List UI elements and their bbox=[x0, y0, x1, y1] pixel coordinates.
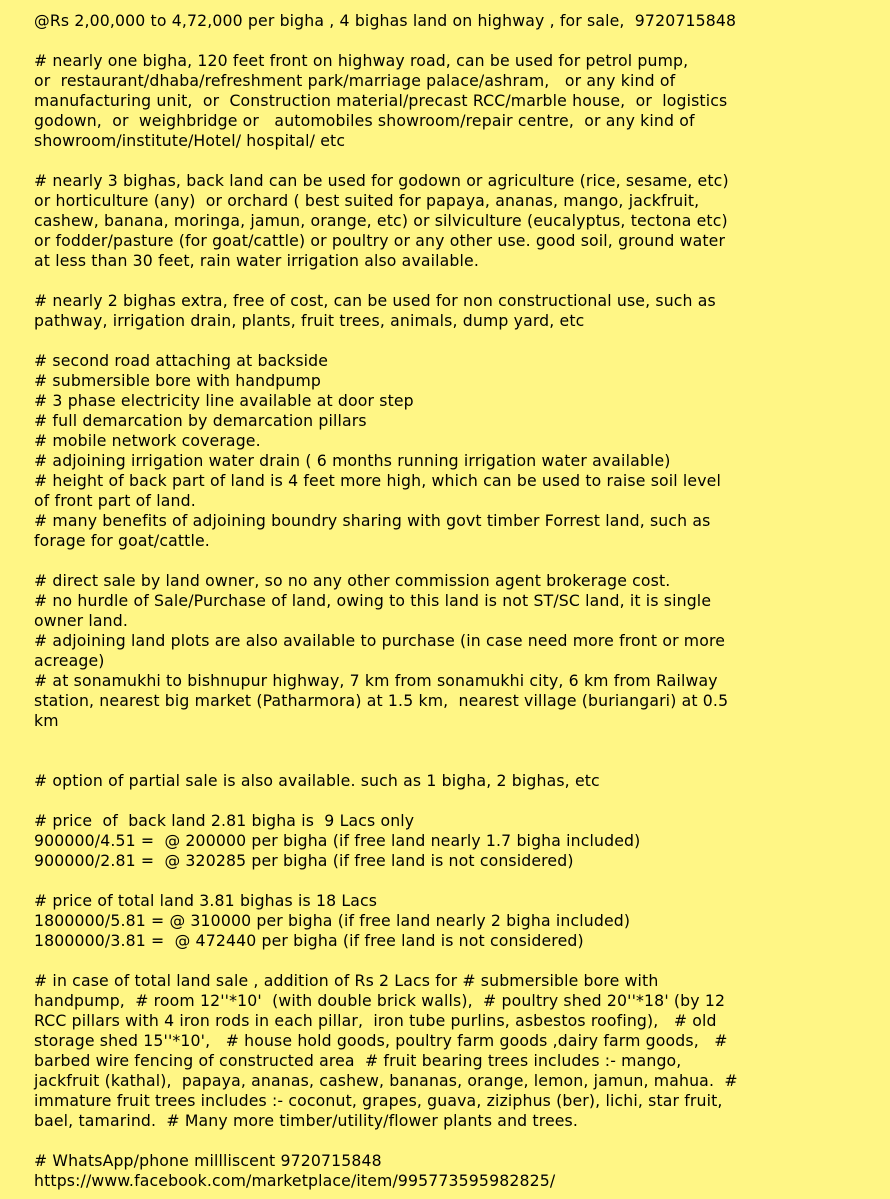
text-line: km bbox=[34, 711, 59, 730]
blank-line bbox=[34, 331, 870, 351]
text-line: # price of total land 3.81 bighas is 18 Lacs bbox=[34, 891, 378, 910]
text-line: or fodder/pasture (for goat/cattle) or poultry or any other use. good soil, ground water bbox=[34, 231, 726, 250]
text-line: manufacturing unit, or Construction material/precast RCC/marble house, or logistics bbox=[34, 91, 728, 110]
text-line: or restaurant/dhaba/refreshment park/marriage palace/ashram, or any kind of bbox=[34, 71, 676, 90]
text-line: acreage) bbox=[34, 651, 105, 670]
blank-line bbox=[34, 751, 870, 771]
text-line: RCC pillars with 4 iron rods in each pillar, iron tube purlins, asbestos roofing), # old bbox=[34, 1011, 717, 1030]
text-line: https://www.facebook.com/marketplace/item/995773595982825/ bbox=[34, 1171, 556, 1190]
text-line: # direct sale by land owner, so no any other commission agent brokerage cost. bbox=[34, 571, 671, 590]
blank-line bbox=[34, 551, 870, 571]
text-line: station, nearest big market (Patharmora) at 1.5 km, nearest village (buriangari) at 0.5 bbox=[34, 691, 729, 710]
text-line: 900000/4.51 = @ 200000 per bigha (if free land nearly 1.7 bigha included) bbox=[34, 831, 641, 850]
text-line: @Rs 2,00,000 to 4,72,000 per bigha , 4 bighas land on highway , for sale, 9720715848 bbox=[34, 11, 737, 30]
text-line: # adjoining irrigation water drain ( 6 months running irrigation water available) bbox=[34, 451, 671, 470]
text-line: bael, tamarind. # Many more timber/utility/flower plants and trees. bbox=[34, 1111, 579, 1130]
blank-line bbox=[34, 1131, 870, 1151]
text-line: # mobile network coverage. bbox=[34, 431, 261, 450]
blank-line bbox=[34, 951, 870, 971]
text-line: # nearly one bigha, 120 feet front on highway road, can be used for petrol pump, bbox=[34, 51, 689, 70]
text-line: # second road attaching at backside bbox=[34, 351, 329, 370]
text-line: godown, or weighbridge or automobiles showroom/repair centre, or any kind of bbox=[34, 111, 695, 130]
text-line: # nearly 3 bighas, back land can be used for godown or agriculture (rice, sesame, etc) bbox=[34, 171, 729, 190]
text-line: # nearly 2 bighas extra, free of cost, can be used for non constructional use, such as bbox=[34, 291, 716, 310]
text-line: # option of partial sale is also available. such as 1 bigha, 2 bighas, etc bbox=[34, 771, 600, 790]
text-line: showroom/institute/Hotel/ hospital/ etc bbox=[34, 131, 346, 150]
text-line: # adjoining land plots are also available to purchase (in case need more front or more bbox=[34, 631, 726, 650]
text-line: owner land. bbox=[34, 611, 128, 630]
text-line: # in case of total land sale , addition of Rs 2 Lacs for # submersible bore with bbox=[34, 971, 659, 990]
text-line: jackfruit (kathal), papaya, ananas, cashew, bananas, orange, lemon, jamun, mahua. # bbox=[34, 1071, 738, 1090]
text-line: # WhatsApp/phone millliscent 9720715848 bbox=[34, 1151, 382, 1170]
blank-line bbox=[34, 731, 870, 751]
text-line: immature fruit trees includes :- coconut, grapes, guava, ziziphus (ber), lichi, star fruit, bbox=[34, 1091, 723, 1110]
text-line: 1800000/5.81 = @ 310000 per bigha (if free land nearly 2 bigha included) bbox=[34, 911, 631, 930]
text-line: or horticulture (any) or orchard ( best suited for papaya, ananas, mango, jackfruit, bbox=[34, 191, 700, 210]
text-line: # submersible bore with handpump bbox=[34, 371, 322, 390]
text-line: # at sonamukhi to bishnupur highway, 7 km from sonamukhi city, 6 km from Railway bbox=[34, 671, 718, 690]
text-line: of front part of land. bbox=[34, 491, 196, 510]
text-line: # price of back land 2.81 bigha is 9 Lacs only bbox=[34, 811, 415, 830]
blank-line bbox=[34, 271, 870, 291]
text-line: 1800000/3.81 = @ 472440 per bigha (if free land is not considered) bbox=[34, 931, 584, 950]
text-line: barbed wire fencing of constructed area # fruit bearing trees includes :- mango, bbox=[34, 1051, 682, 1070]
text-line: # no hurdle of Sale/Purchase of land, owing to this land is not ST/SC land, it is single bbox=[34, 591, 712, 610]
text-line: 900000/2.81 = @ 320285 per bigha (if free land is not considered) bbox=[34, 851, 574, 870]
blank-line bbox=[34, 791, 870, 811]
text-line: cashew, banana, moringa, jamun, orange, etc) or silviculture (eucalyptus, tectona etc) bbox=[34, 211, 728, 230]
text-line: forage for goat/cattle. bbox=[34, 531, 210, 550]
blank-line bbox=[34, 151, 870, 171]
text-line: handpump, # room 12''*10' (with double brick walls), # poultry shed 20''*18' (by 12 bbox=[34, 991, 726, 1010]
text-line: storage shed 15''*10', # house hold goods, poultry farm goods ,dairy farm goods, # bbox=[34, 1031, 728, 1050]
text-line: # 3 phase electricity line available at door step bbox=[34, 391, 414, 410]
text-line: # height of back part of land is 4 feet more high, which can be used to raise soil level bbox=[34, 471, 721, 490]
blank-line bbox=[34, 871, 870, 891]
text-line: at less than 30 feet, rain water irrigation also available. bbox=[34, 251, 479, 270]
text-line: # full demarcation by demarcation pillars bbox=[34, 411, 367, 430]
blank-line bbox=[34, 31, 870, 51]
text-line: # many benefits of adjoining boundry sharing with govt timber Forrest land, such as bbox=[34, 511, 711, 530]
text-line: pathway, irrigation drain, plants, fruit trees, animals, dump yard, etc bbox=[34, 311, 585, 330]
